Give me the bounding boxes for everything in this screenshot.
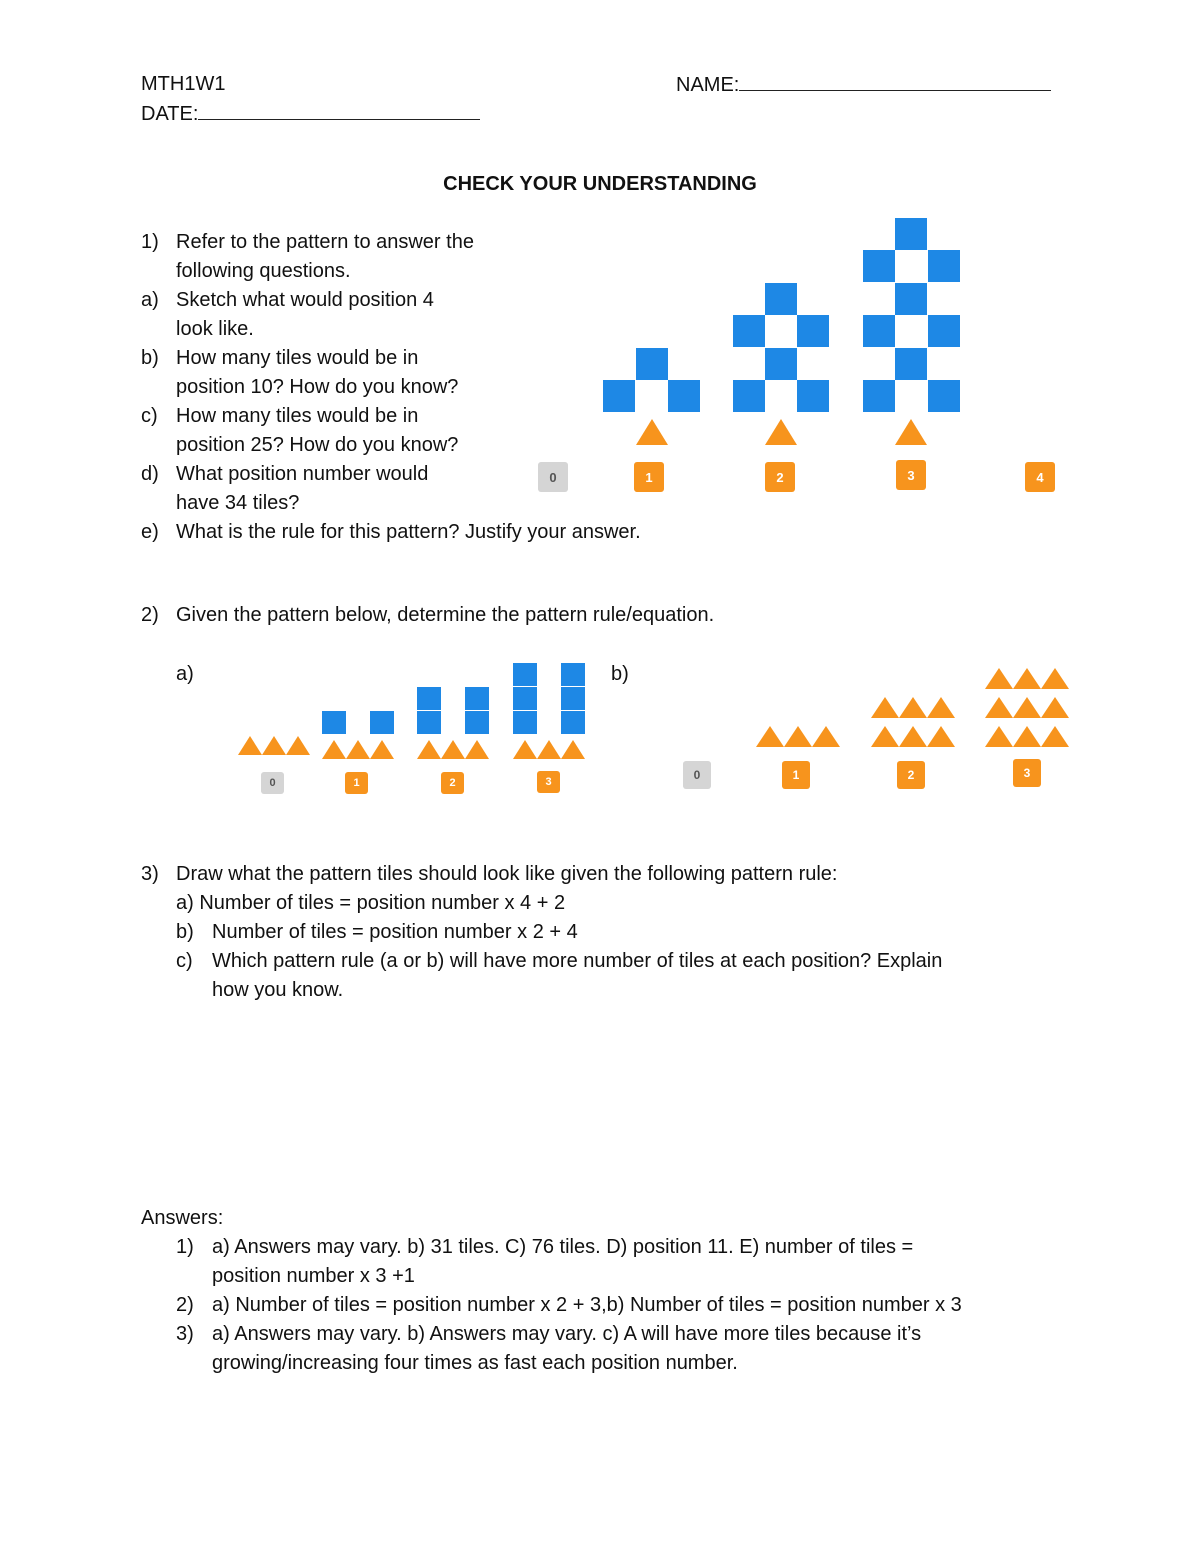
triangle-tile <box>812 726 840 747</box>
tile <box>417 687 441 710</box>
position-badge: 3 <box>537 771 560 793</box>
q1-number: 1) <box>141 231 159 253</box>
name-label: NAME: <box>676 74 740 96</box>
triangle-tile <box>262 736 286 755</box>
answer-3-line-2: growing/increasing four times as fast each position number. <box>212 1352 738 1374</box>
tile <box>733 380 765 412</box>
tile <box>895 283 927 315</box>
tile <box>895 218 927 250</box>
q1e-label: e) <box>141 521 159 543</box>
position-badge: 1 <box>634 462 664 492</box>
question-1 <box>141 228 641 547</box>
date-blank <box>198 99 480 120</box>
position-badge: 2 <box>441 772 464 794</box>
q1d-line-2: have 34 tiles? <box>176 492 300 514</box>
tile <box>322 711 346 734</box>
q1b-line-2: position 10? How do you know? <box>176 376 459 398</box>
tile <box>465 687 489 710</box>
q1a-line-1: Sketch what would position 4 <box>176 289 434 311</box>
q3c-line-2: how you know. <box>212 979 344 1001</box>
tile <box>513 711 537 734</box>
q1a-line-2: look like. <box>176 318 254 340</box>
tile <box>417 711 441 734</box>
q1c-line-1: How many tiles would be in <box>176 405 419 427</box>
q1d-line-1: What position number would <box>176 463 429 485</box>
q3c-line-1: Which pattern rule (a or b) will have more number of tiles at each position? Explain <box>212 950 943 972</box>
triangle-tile <box>1041 697 1069 718</box>
triangle-tile <box>756 726 784 747</box>
triangle-tile <box>765 419 797 445</box>
q2-text: Given the pattern below, determine the pattern rule/equation. <box>176 604 715 626</box>
triangle-tile <box>784 726 812 747</box>
answer-1-line-2: position number x 3 +1 <box>212 1265 415 1287</box>
answer-1-number: 1) <box>176 1236 194 1258</box>
position-badge: 3 <box>896 460 926 490</box>
q2b-label: b) <box>611 663 629 685</box>
triangle-tile <box>1041 668 1069 689</box>
q1-line-2: following questions. <box>176 260 351 282</box>
course-code: MTH1W1 <box>141 73 226 95</box>
q1-line-1: Refer to the pattern to answer the <box>176 231 474 253</box>
triangle-tile <box>927 726 955 747</box>
triangle-tile <box>985 697 1013 718</box>
triangle-tile <box>1013 726 1041 747</box>
triangle-tile <box>895 419 927 445</box>
tile <box>863 250 895 282</box>
position-badge: 0 <box>683 761 711 789</box>
triangle-tile <box>871 726 899 747</box>
triangle-tile <box>1041 726 1069 747</box>
q2-number: 2) <box>141 604 159 626</box>
q3b-label: b) <box>176 921 194 943</box>
tile <box>636 348 668 380</box>
triangle-tile <box>286 736 310 755</box>
triangle-tile <box>346 740 370 759</box>
triangle-tile <box>899 697 927 718</box>
triangle-tile <box>927 697 955 718</box>
triangle-tile <box>513 740 537 759</box>
triangle-tile <box>871 697 899 718</box>
triangle-tile <box>370 740 394 759</box>
position-badge: 1 <box>345 772 368 794</box>
page-title: CHECK YOUR UNDERSTANDING <box>443 173 757 195</box>
tile <box>895 348 927 380</box>
q1b-line-1: How many tiles would be in <box>176 347 419 369</box>
tile <box>797 315 829 347</box>
answer-3-number: 3) <box>176 1323 194 1345</box>
position-badge: 0 <box>538 462 568 492</box>
triangle-tile <box>561 740 585 759</box>
q1c-label: c) <box>141 405 158 427</box>
tile <box>668 380 700 412</box>
q1d-label: d) <box>141 463 159 485</box>
tile <box>561 663 585 686</box>
triangle-tile <box>1013 668 1041 689</box>
position-badge: 1 <box>782 761 810 789</box>
answer-3-line-1: a) Answers may vary. b) Answers may vary. c) A will have more tiles because it’s <box>212 1323 922 1345</box>
answers-section <box>141 1204 1071 1378</box>
name-line <box>676 70 1051 100</box>
q3c-label: c) <box>176 950 193 972</box>
triangle-tile <box>1013 697 1041 718</box>
tile <box>765 283 797 315</box>
triangle-tile <box>322 740 346 759</box>
triangle-tile <box>238 736 262 755</box>
tile <box>513 687 537 710</box>
position-badge: 2 <box>897 761 925 789</box>
triangle-tile <box>465 740 489 759</box>
position-badge: 2 <box>765 462 795 492</box>
tile <box>370 711 394 734</box>
tile <box>863 380 895 412</box>
triangle-tile <box>636 419 668 445</box>
tile <box>513 663 537 686</box>
tile <box>928 315 960 347</box>
triangle-tile <box>899 726 927 747</box>
tile <box>797 380 829 412</box>
tile <box>928 250 960 282</box>
q1e-line-1: What is the rule for this pattern? Justify your answer. <box>176 521 641 543</box>
position-badge: 0 <box>261 772 284 794</box>
q3b-text: Number of tiles = position number x 2 + 4 <box>212 921 578 943</box>
tile <box>733 315 765 347</box>
tile <box>603 380 635 412</box>
answers-heading: Answers: <box>141 1207 224 1229</box>
triangle-tile <box>417 740 441 759</box>
date-line <box>141 99 480 129</box>
question-3 <box>141 860 1071 1005</box>
q3-text: Draw what the pattern tiles should look like given the following pattern rule: <box>176 863 838 885</box>
position-badge: 4 <box>1025 462 1055 492</box>
name-blank <box>739 70 1051 91</box>
answer-2-number: 2) <box>176 1294 194 1316</box>
tile <box>863 315 895 347</box>
q2a-label: a) <box>176 663 194 685</box>
question-2 <box>141 601 1200 630</box>
answer-1-line-1: a) Answers may vary. b) 31 tiles. C) 76 tiles. D) position 11. E) number of tiles = <box>212 1236 914 1258</box>
q1b-label: b) <box>141 347 159 369</box>
triangle-tile <box>985 668 1013 689</box>
tile <box>465 711 489 734</box>
tile <box>928 380 960 412</box>
q3a-text: a) Number of tiles = position number x 4 + 2 <box>176 892 566 914</box>
answer-2-line-1: a) Number of tiles = position number x 2 + 3,b) Number of tiles = position number x 3 <box>212 1294 962 1316</box>
triangle-tile <box>985 726 1013 747</box>
tile <box>561 687 585 710</box>
position-badge: 3 <box>1013 759 1041 787</box>
q1a-label: a) <box>141 289 159 311</box>
triangle-tile <box>441 740 465 759</box>
q1c-line-2: position 25? How do you know? <box>176 434 459 456</box>
q3-number: 3) <box>141 863 159 885</box>
tile <box>561 711 585 734</box>
date-label: DATE: <box>141 103 199 125</box>
triangle-tile <box>537 740 561 759</box>
tile <box>765 348 797 380</box>
